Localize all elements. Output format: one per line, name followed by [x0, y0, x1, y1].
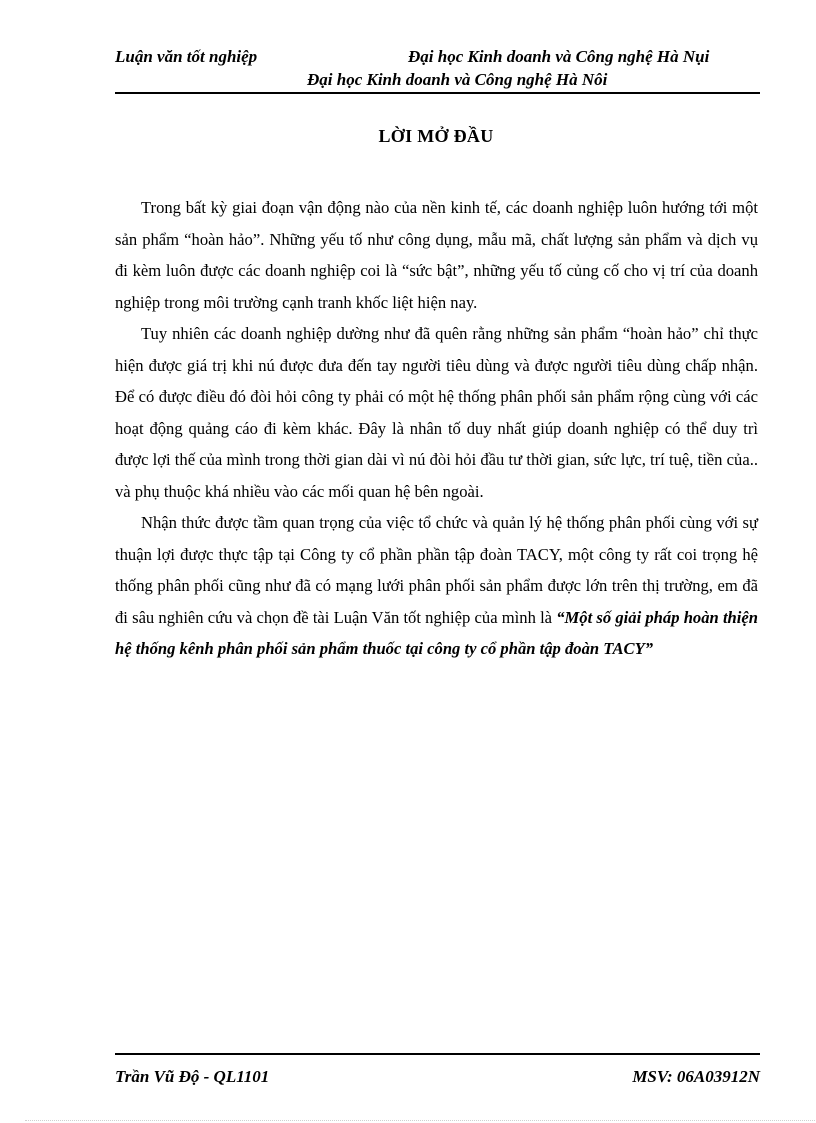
header-university-name-second: Đại học Kinh doanh và Công nghệ Hà Nôi [307, 70, 608, 89]
footer-author: Trần Vũ Độ - QL1101 [115, 1067, 270, 1086]
page-title: LỜI MỞ ĐẦU [378, 126, 494, 146]
header-thesis-label: Luận văn tốt nghiệp [115, 47, 258, 66]
thesis-topic-emphasis: “Một số giải pháp hoàn thiện hệ thống kênh phân phối sản phẩm thuốc tại công ty cổ phần tập đoàn TACY” [115, 607, 758, 658]
footer-student-id: MSV: 06A03912N [632, 1067, 760, 1086]
page-header [115, 44, 760, 94]
header-university-name: Đại học Kinh doanh và Công nghệ Hà Nụi [408, 47, 710, 66]
page-edge-divider [25, 1120, 815, 1121]
paragraph-3-text: Nhận thức được tầm quan trọng của việc tổ chức và quản lý hệ thống phân phối cùng với sự thuận lợi được thực tập tại Công ty cổ phần phần tập đoàn TACY, một công ty rất coi trọng hệ thống phân phối cũng như đã có mạng lưới phân phối sản phẩm được lớn trên thị trường, em đã đi sâu nghiên cứu và chọn đề tài Luận Văn tốt nghiệp của mình là [115, 513, 758, 627]
paragraph-1: Trong bất kỳ giai đoạn vận động nào của nền kinh tế, các doanh nghiệp luôn hướng tới một sản phẩm “hoàn hảo”. Những yếu tố như công dụng, mẫu mã, chất lượng sản phẩm và dịch vụ đi kèm luôn được các doanh nghiệp coi là “sức bật”, những yếu tố củng cố cho vị trí của doanh nghiệp trong môi trường cạnh tranh khốc liệt hiện nay. [115, 198, 758, 312]
paragraph-3 [115, 507, 758, 665]
document-body [115, 192, 758, 665]
page-footer [115, 1053, 760, 1086]
paragraph-2: Tuy nhiên các doanh nghiệp dường như đã quên rằng những sản phẩm “hoàn hảo” chỉ thực hiện được giá trị khi nú được đưa đến tay người tiêu dùng và được người tiêu dùng chấp nhận. Để có được điều đó đòi hỏi công ty phải có một hệ thống phân phối sản phẩm rộng cùng với các hoạt động quảng cáo đi kèm khác. Đây là nhân tố duy nhất giúp doanh nghiệp có thể duy trì được lợi thế của mình trong thời gian dài vì nú đòi hỏi đầu tư thời gian, sức lực, trí tuệ, tiền của.. và phụ thuộc khá nhiều vào các mối quan hệ bên ngoài. [115, 324, 758, 501]
